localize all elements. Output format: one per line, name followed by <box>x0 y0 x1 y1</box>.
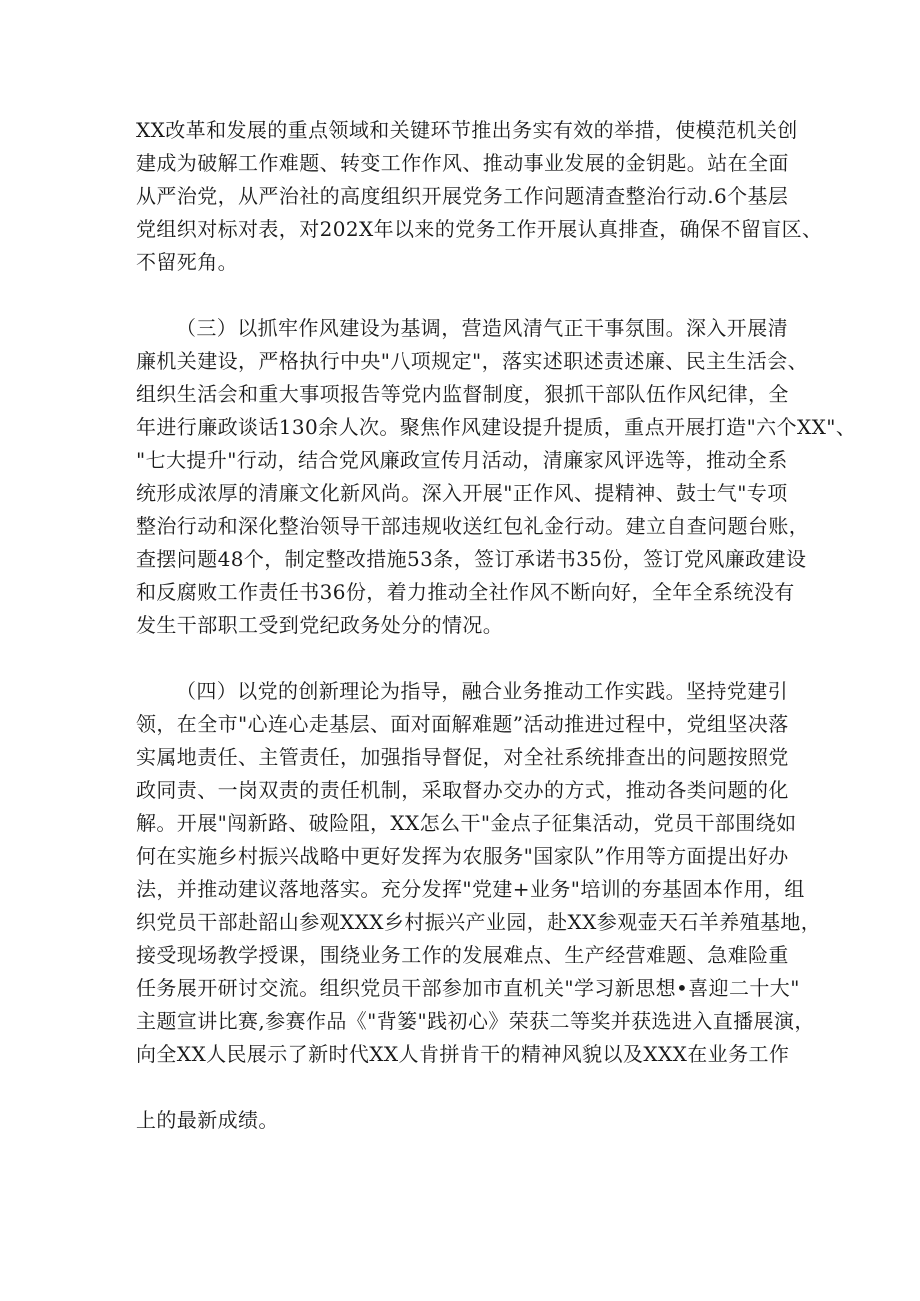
text-line: 从严治党，从严治社的高度组织开展党务工作问题清查整治行动.6个基层 <box>136 184 789 208</box>
text-line: 实属地责任、主管责任，加强指导督促，对全社系统排查出的问题按照党 <box>136 745 789 769</box>
text-line: 和反腐败工作责任书36份，着力推动全社作风不断向好，全年全系统没有 <box>136 580 795 604</box>
text-line: 主题宣讲比赛,参赛作品《"背篓"践初心》荣获二等奖并获选进入直播展演， <box>136 1009 815 1033</box>
text-line: 不留死角。 <box>136 250 238 274</box>
text-line: 统形成浓厚的清廉文化新风尚。深入开展"正作风、提精神、鼓士气"专项 <box>136 481 788 505</box>
text-line: 党组织对标对表，对202X年以来的党务工作开展认真排查，确保不留盲区、 <box>136 217 823 241</box>
text-line: （三）以抓牢作风建设为基调，营造风清气正干事氛围。深入开展清 <box>176 316 788 340</box>
text-line: 廉机关建设，严格执行中央"八项规定"，落实述职述责述廉、民主生活会、 <box>136 349 808 373</box>
text-line: 年进行廉政谈话130余人次。聚焦作风建设提升提质，重点开展打造"六个XX"、 <box>136 415 857 439</box>
text-line: 查摆问题48个，制定整改措施53条，签订承诺书35份，签订党风廉政建设 <box>136 547 807 571</box>
text-line: 织党员干部赴韶山参观XXX乡村振兴产业园，赴XX参观壶天石羊养殖基地， <box>136 910 822 934</box>
text-line: 领，在全市"心连心走基层、面对面解难题”活动推进过程中，党组坚决落 <box>136 712 789 736</box>
text-line: 建成为破解工作难题、转变工作作风、推动事业发展的金钥匙。站在全面 <box>136 151 789 175</box>
text-line: 组织生活会和重大事项报告等党内监督制度，狠抓干部队伍作风纪律，全 <box>136 382 789 406</box>
text-line: 整治行动和深化整治领导干部违规收送红包礼金行动。建立自查问题台账， <box>136 514 810 538</box>
text-line: 政同责、一岗双责的责任机制，采取督办交办的方式，推动各类问题的化 <box>136 778 789 802</box>
text-line: 上的最新成绩。 <box>136 1108 279 1132</box>
text-line: 解。开展"闯新路、破险阻，XX怎么干"金点子征集活动，党员干部围绕如 <box>136 811 797 835</box>
text-line: "七大提升"行动，结合党风廉政宣传月活动，清廉家风评选等，推动全系 <box>136 448 788 472</box>
text-line: 接受现场教学授课，围绕业务工作的发展难点、生产经营难题、急难险重 <box>136 943 789 967</box>
text-line: 何在实施乡村振兴战略中更好发挥为农服务"国家队”作用等方面提出好办 <box>136 844 789 868</box>
text-line: （四）以党的创新理论为指导，融合业务推动工作实践。坚持党建引 <box>176 679 788 703</box>
text-line: 任务展开研讨交流。组织党员干部参加市直机关"学习新思想•喜迎二十大" <box>136 976 800 1000</box>
text-line: 发生干部职工受到党纪政务处分的情况。 <box>136 613 504 637</box>
text-line: XX改革和发展的重点领域和关键环节推出务实有效的举措，使模范机关创 <box>136 118 798 142</box>
text-line: 向全XX人民展示了新时代XX人肯拼肯干的精神风貌以及XXX在业务工作 <box>136 1042 790 1066</box>
text-line: 法，并推动建议落地落实。充分发挥"党建+业务"培训的夯基固本作用，组 <box>136 877 805 901</box>
